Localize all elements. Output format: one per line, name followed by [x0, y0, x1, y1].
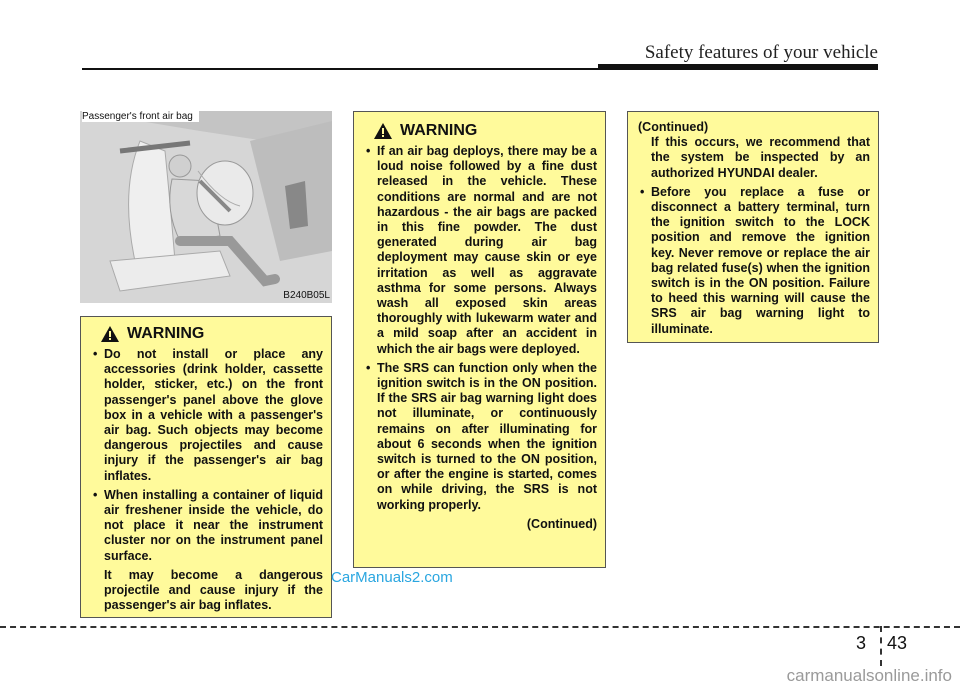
warning-heading	[374, 122, 597, 140]
warning-heading	[101, 325, 323, 343]
warning-item: • If an air bag deploys, there may be a loud noise followed by a fine dust released in the vehicle. These conditions are normal and are not hazardous - the air bags are packed in this fine powder. The dust generated during air bag deployment may cause skin or eye irritation as well as aggravate asthma for some persons. Always wash all exposed skin areas thoroughly with lukewarm water and a mild soap after an accident in which the air bags were deployed.	[364, 144, 597, 357]
figure-caption: Passenger's front air bag	[82, 111, 199, 122]
header-title: Safety features of your vehicle	[644, 42, 878, 63]
site-watermark: carmanualsonline.info	[786, 666, 952, 685]
page-number: 43	[887, 633, 908, 653]
warning-list	[638, 185, 870, 337]
warning-box-accessories	[80, 316, 332, 618]
watermark-text: CarManuals2.com	[331, 569, 453, 586]
warning-box-deployment	[353, 111, 606, 568]
figure-code: B240B05L	[283, 290, 330, 301]
warning-heading-text: WARNING	[400, 122, 478, 139]
warning-item: • The SRS can function only when the ignition switch is in the ON position. If the SRS air bag warning light does not illuminate, or continuously remains on after illuminating for about 6 seconds when the ignition switch is turned to the ON position, or after the engine is started, comes on while driving, the SRS is not working properly.	[364, 361, 597, 513]
airbag-illustration	[80, 111, 332, 303]
warning-triangle-icon	[374, 123, 392, 139]
warning-list	[91, 347, 323, 564]
warning-list	[364, 144, 597, 513]
warning-triangle-icon	[101, 326, 119, 342]
footer-divider	[880, 626, 882, 666]
warning-heading-text: WARNING	[127, 325, 205, 342]
header-rule-accent	[598, 64, 878, 70]
continued-label: (Continued)	[526, 516, 597, 531]
warning-extra-paragraph: It may become a dangerous projectile and cause injury if the passenger's air bag inflates.	[104, 567, 323, 613]
warning-item: • Do not install or place any accessories (drink holder, cassette holder, sticker, etc.) on the front passenger's panel above the glove box in a vehicle with a passenger's air bag. Such objects may become dangerous projectiles and cause injury if the passenger's air bag inflates.	[91, 347, 323, 484]
warning-item: • When installing a container of liquid air freshener inside the vehicle, do not place it near the instrument cluster nor on the instrument panel surface.	[91, 488, 323, 564]
warning-item: • Before you replace a fuse or disconnect a battery terminal, turn the ignition switch to the LOCK position and remove the ignition key. Never remove or replace the air bag related fuse(s) when the ignition switch is in the ON position. Failure to heed this warning will cause the SRS air bag warning light to illuminate.	[638, 185, 870, 337]
chapter-number: 3	[856, 633, 867, 653]
continued-paragraph: If this occurs, we recommend that the system be inspected by an authorized HYUNDAI dealer.	[651, 135, 870, 180]
continued-label: (Continued)	[638, 120, 709, 134]
footer-rule	[0, 626, 960, 628]
warning-box-continued	[627, 111, 879, 343]
